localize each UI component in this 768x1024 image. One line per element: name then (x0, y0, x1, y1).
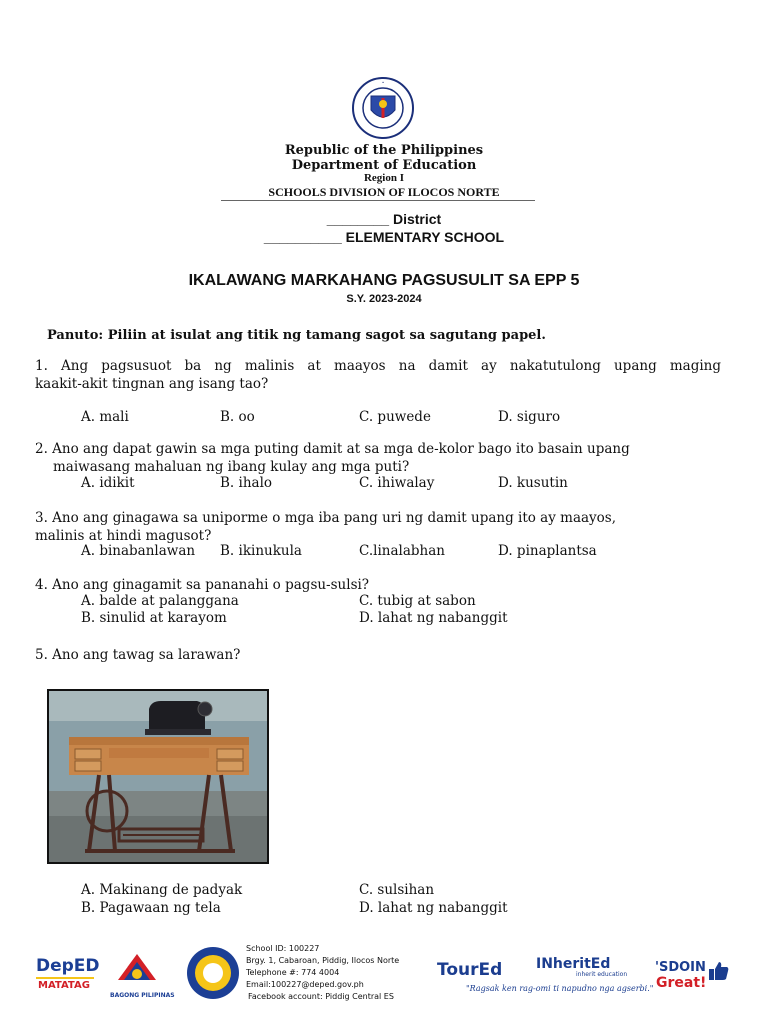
deped-seal-icon (346, 76, 420, 140)
q4-option-c: C. tubig at sabon (359, 593, 476, 609)
school-year: S.Y. 2023-2024 (346, 293, 422, 305)
question-1-line-1: 1. Ang pagsusuot ba ng malinis at maayos na damit ay nakatutulong upang maging (35, 358, 721, 374)
exam-title: IKALAWANG MARKAHANG PAGSUSULIT SA EPP 5 (188, 272, 580, 289)
sewing-machine-illustration (49, 691, 267, 862)
bagong-pilipinas-emblem-icon (108, 950, 166, 992)
school-telephone: Telephone #: 774 4004 (246, 968, 340, 977)
q4-option-b: B. sinulid at karayom (81, 610, 227, 626)
q4-option-d: D. lahat ng nabanggit (359, 610, 508, 626)
inherited-logo: INheritEd (536, 956, 611, 972)
question-4: 4. Ano ang ginagamit sa pananahi o pagsu-sulsi? (35, 577, 370, 593)
school-email: Email:100227@deped.gov.ph (246, 980, 364, 989)
school-seal-icon (182, 945, 244, 1001)
question-1-line-2: kaakit-akit tingnan ang isang tao? (35, 376, 269, 392)
division-heading: SCHOOLS DIVISION OF ILOCOS NORTE (268, 185, 500, 199)
q5-option-a: A. Makinang de padyak (81, 882, 243, 898)
question-2-line-2: maiwasang mahaluan ng ibang kulay ang mga puti? (53, 459, 410, 475)
q2-option-a: A. idikit (81, 475, 135, 491)
inherited-subtitle: inherit education (576, 971, 628, 978)
sewing-machine-photo (47, 689, 269, 864)
region-heading: Region I (363, 172, 405, 184)
bagong-pilipinas-logo (108, 950, 175, 1002)
q5-option-b: B. Pagawaan ng tela (81, 900, 221, 916)
sdoin-logo: 'SDOIN (655, 960, 706, 975)
school-address: Brgy. 1, Cabaroan, Piddig, Ilocos Norte (246, 956, 400, 965)
matatag-divider (36, 977, 94, 979)
q2-option-b: B. ihalo (220, 475, 273, 491)
district-field: ________ District (326, 211, 442, 227)
toured-logo: TourEd (437, 960, 503, 980)
school-field: __________ ELEMENTARY SCHOOL (263, 229, 505, 245)
thumbs-up-icon (707, 960, 729, 982)
matatag-text: MATATAG (38, 980, 90, 991)
q3-option-d: D. pinaplantsa (498, 543, 597, 559)
q1-option-b: B. oo (220, 409, 255, 425)
svg-text:•: • (381, 80, 385, 85)
school-facebook: Facebook account: Piddig Central ES (248, 992, 394, 1001)
question-2-line-1: 2. Ano ang dapat gawin sa mga puting damit at sa mga de-kolor bago ito basain upang (35, 441, 630, 457)
question-3-line-2: malinis at hindi magusot? (35, 528, 212, 544)
question-3-line-1: 3. Ano ang ginagawa sa uniporme o mga iba pang uri ng damit upang ito ay maayos, (35, 510, 617, 526)
department-heading: Department of Education (291, 158, 477, 173)
school-id: School ID: 100227 (246, 944, 320, 953)
q1-option-d: D. siguro (498, 409, 561, 425)
deped-logo (36, 952, 98, 1000)
bagong-pilipinas-text: BAGONG PILIPINAS (110, 992, 175, 999)
q5-option-c: C. sulsihan (359, 882, 435, 898)
question-5: 5. Ano ang tawag sa larawan? (35, 647, 241, 663)
q1-option-c: C. puwede (359, 409, 431, 425)
q3-option-a: A. binabanlawan (81, 543, 196, 559)
great-text: Great! (656, 975, 707, 991)
q2-option-d: D. kusutin (498, 475, 568, 491)
q4-option-a: A. balde at palanggana (81, 593, 239, 609)
republic-heading: Republic of the Philippines (284, 143, 484, 158)
instructions: Panuto: Piliin at isulat ang titik ng tamang sagot sa sagutang papel. (47, 328, 546, 343)
q2-option-c: C. ihiwalay (359, 475, 435, 491)
deped-logo-text: DepED (36, 956, 100, 976)
header-divider (221, 200, 535, 201)
q1-option-a: A. mali (81, 409, 129, 425)
motto: "Ragsak ken rag-omi ti napudno nga agserbi." (466, 984, 654, 993)
q3-option-c: C.linalabhan (359, 543, 445, 559)
q3-option-b: B. ikinukula (220, 543, 302, 559)
q5-option-d: D. lahat ng nabanggit (359, 900, 508, 916)
